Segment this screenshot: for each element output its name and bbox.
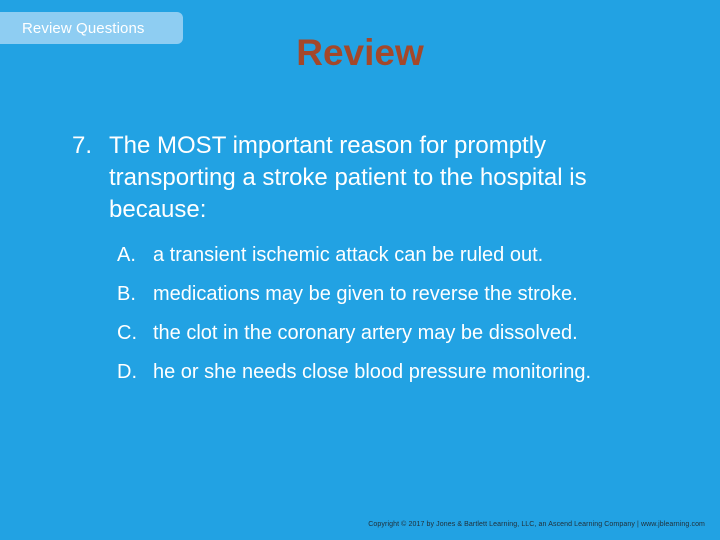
- answer-letter: A.: [117, 244, 136, 266]
- answer-letter: D.: [117, 361, 137, 383]
- answer-option-c: [117, 318, 677, 348]
- copyright-footer: Copyright © 2017 by Jones & Bartlett Learning, LLC, an Ascend Learning Company | www.jblearning.com: [368, 521, 705, 528]
- question-text: The MOST important reason for promptly transporting a stroke patient to the hospital is because:: [109, 132, 587, 223]
- answer-letter: C.: [117, 322, 137, 344]
- answer-list: [117, 240, 677, 396]
- answer-text: medications may be given to reverse the stroke.: [153, 283, 578, 305]
- section-tab-label: Review Questions: [22, 19, 145, 37]
- answer-letter: B.: [117, 283, 136, 305]
- question: [72, 130, 672, 226]
- answer-text: he or she needs close blood pressure monitoring.: [153, 361, 592, 383]
- page-title: Review: [296, 32, 424, 73]
- answer-option-d: [117, 357, 677, 387]
- question-number: 7.: [72, 132, 93, 159]
- answer-option-b: [117, 279, 677, 309]
- answer-text: the clot in the coronary artery may be dissolved.: [153, 322, 578, 344]
- answer-text: a transient ischemic attack can be ruled out.: [153, 244, 544, 266]
- answer-option-a: [117, 240, 677, 270]
